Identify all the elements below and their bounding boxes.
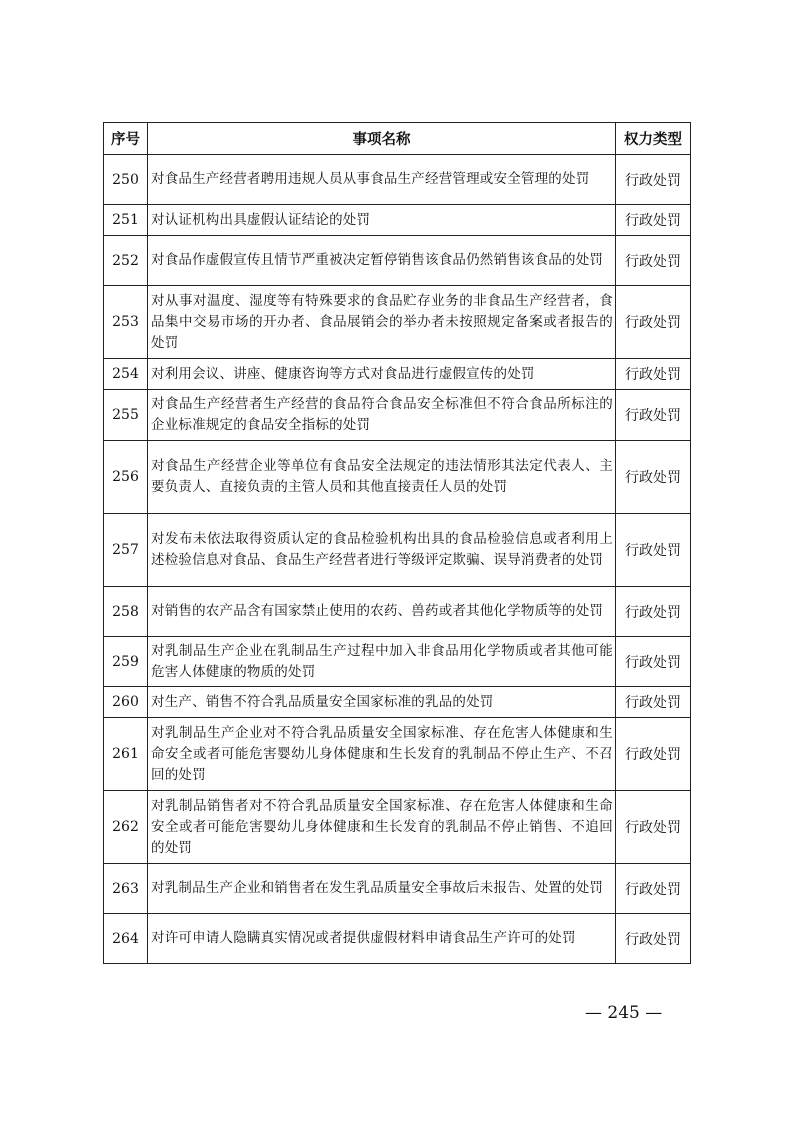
row-no: 260 bbox=[104, 687, 148, 718]
row-no: 257 bbox=[104, 514, 148, 587]
row-type: 行政处罚 bbox=[616, 864, 691, 914]
row-type: 行政处罚 bbox=[616, 587, 691, 637]
table-row bbox=[104, 791, 691, 864]
row-no: 258 bbox=[104, 587, 148, 637]
row-no: 259 bbox=[104, 637, 148, 687]
table-row bbox=[104, 637, 691, 687]
table-row bbox=[104, 514, 691, 587]
header-name: 事项名称 bbox=[148, 123, 616, 155]
row-no: 262 bbox=[104, 791, 148, 864]
row-type: 行政处罚 bbox=[616, 791, 691, 864]
row-type: 行政处罚 bbox=[616, 236, 691, 286]
table-row bbox=[104, 864, 691, 914]
table-row bbox=[104, 359, 691, 390]
table-row bbox=[104, 587, 691, 637]
row-type: 行政处罚 bbox=[616, 441, 691, 514]
table-row bbox=[104, 441, 691, 514]
row-type: 行政处罚 bbox=[616, 914, 691, 964]
header-type: 权力类型 bbox=[616, 123, 691, 155]
row-name: 对乳制品生产企业在乳制品生产过程中加入非食品用化学物质或者其他可能危害人体健康的物质的处罚 bbox=[148, 637, 616, 687]
table-row bbox=[104, 718, 691, 791]
row-type: 行政处罚 bbox=[616, 390, 691, 441]
row-type: 行政处罚 bbox=[616, 718, 691, 791]
row-name: 对食品生产经营企业等单位有食品安全法规定的违法情形其法定代表人、主要负责人、直接负责的主管人员和其他直接责任人员的处罚 bbox=[148, 441, 616, 514]
table-row bbox=[104, 286, 691, 359]
table-row bbox=[104, 914, 691, 964]
row-name: 对销售的农产品含有国家禁止使用的农药、兽药或者其他化学物质等的处罚 bbox=[148, 587, 616, 637]
row-name: 对乳制品销售者对不符合乳品质量安全国家标准、存在危害人体健康和生命安全或者可能危害婴幼儿身体健康和生长发育的乳制品不停止销售、不追回的处罚 bbox=[148, 791, 616, 864]
row-no: 255 bbox=[104, 390, 148, 441]
row-name: 对从事对温度、湿度等有特殊要求的食品贮存业务的非食品生产经营者，食品集中交易市场的开办者、食品展销会的举办者未按照规定备案或者报告的处罚 bbox=[148, 286, 616, 359]
row-no: 250 bbox=[104, 155, 148, 205]
table-header-row bbox=[104, 123, 691, 155]
row-type: 行政处罚 bbox=[616, 286, 691, 359]
row-no: 251 bbox=[104, 205, 148, 236]
row-no: 253 bbox=[104, 286, 148, 359]
row-name: 对许可申请人隐瞒真实情况或者提供虚假材料申请食品生产许可的处罚 bbox=[148, 914, 616, 964]
row-type: 行政处罚 bbox=[616, 359, 691, 390]
table-row bbox=[104, 236, 691, 286]
row-no: 261 bbox=[104, 718, 148, 791]
row-name: 对生产、销售不符合乳品质量安全国家标准的乳品的处罚 bbox=[148, 687, 616, 718]
page-number: — 245 — bbox=[585, 1003, 663, 1023]
table-row bbox=[104, 155, 691, 205]
row-no: 263 bbox=[104, 864, 148, 914]
row-name: 对食品生产经营者生产经营的食品符合食品安全标准但不符合食品所标注的企业标准规定的食品安全指标的处罚 bbox=[148, 390, 616, 441]
row-type: 行政处罚 bbox=[616, 514, 691, 587]
header-no: 序号 bbox=[104, 123, 148, 155]
row-name: 对食品生产经营者聘用违规人员从事食品生产经营管理或安全管理的处罚 bbox=[148, 155, 616, 205]
row-no: 254 bbox=[104, 359, 148, 390]
row-name: 对利用会议、讲座、健康咨询等方式对食品进行虚假宣传的处罚 bbox=[148, 359, 616, 390]
row-type: 行政处罚 bbox=[616, 155, 691, 205]
row-name: 对食品作虚假宣传且情节严重被决定暂停销售该食品仍然销售该食品的处罚 bbox=[148, 236, 616, 286]
row-name: 对发布未依法取得资质认定的食品检验机构出具的食品检验信息或者利用上述检验信息对食品、食品生产经营者进行等级评定欺骗、误导消费者的处罚 bbox=[148, 514, 616, 587]
items-table bbox=[103, 122, 691, 964]
table-row bbox=[104, 687, 691, 718]
row-no: 256 bbox=[104, 441, 148, 514]
row-name: 对乳制品生产企业和销售者在发生乳品质量安全事故后未报告、处置的处罚 bbox=[148, 864, 616, 914]
table-row bbox=[104, 390, 691, 441]
row-no: 252 bbox=[104, 236, 148, 286]
row-name: 对认证机构出具虚假认证结论的处罚 bbox=[148, 205, 616, 236]
table-row bbox=[104, 205, 691, 236]
row-type: 行政处罚 bbox=[616, 687, 691, 718]
row-name: 对乳制品生产企业对不符合乳品质量安全国家标准、存在危害人体健康和生命安全或者可能危害婴幼儿身体健康和生长发育的乳制品不停止生产、不召回的处罚 bbox=[148, 718, 616, 791]
row-no: 264 bbox=[104, 914, 148, 964]
row-type: 行政处罚 bbox=[616, 637, 691, 687]
row-type: 行政处罚 bbox=[616, 205, 691, 236]
